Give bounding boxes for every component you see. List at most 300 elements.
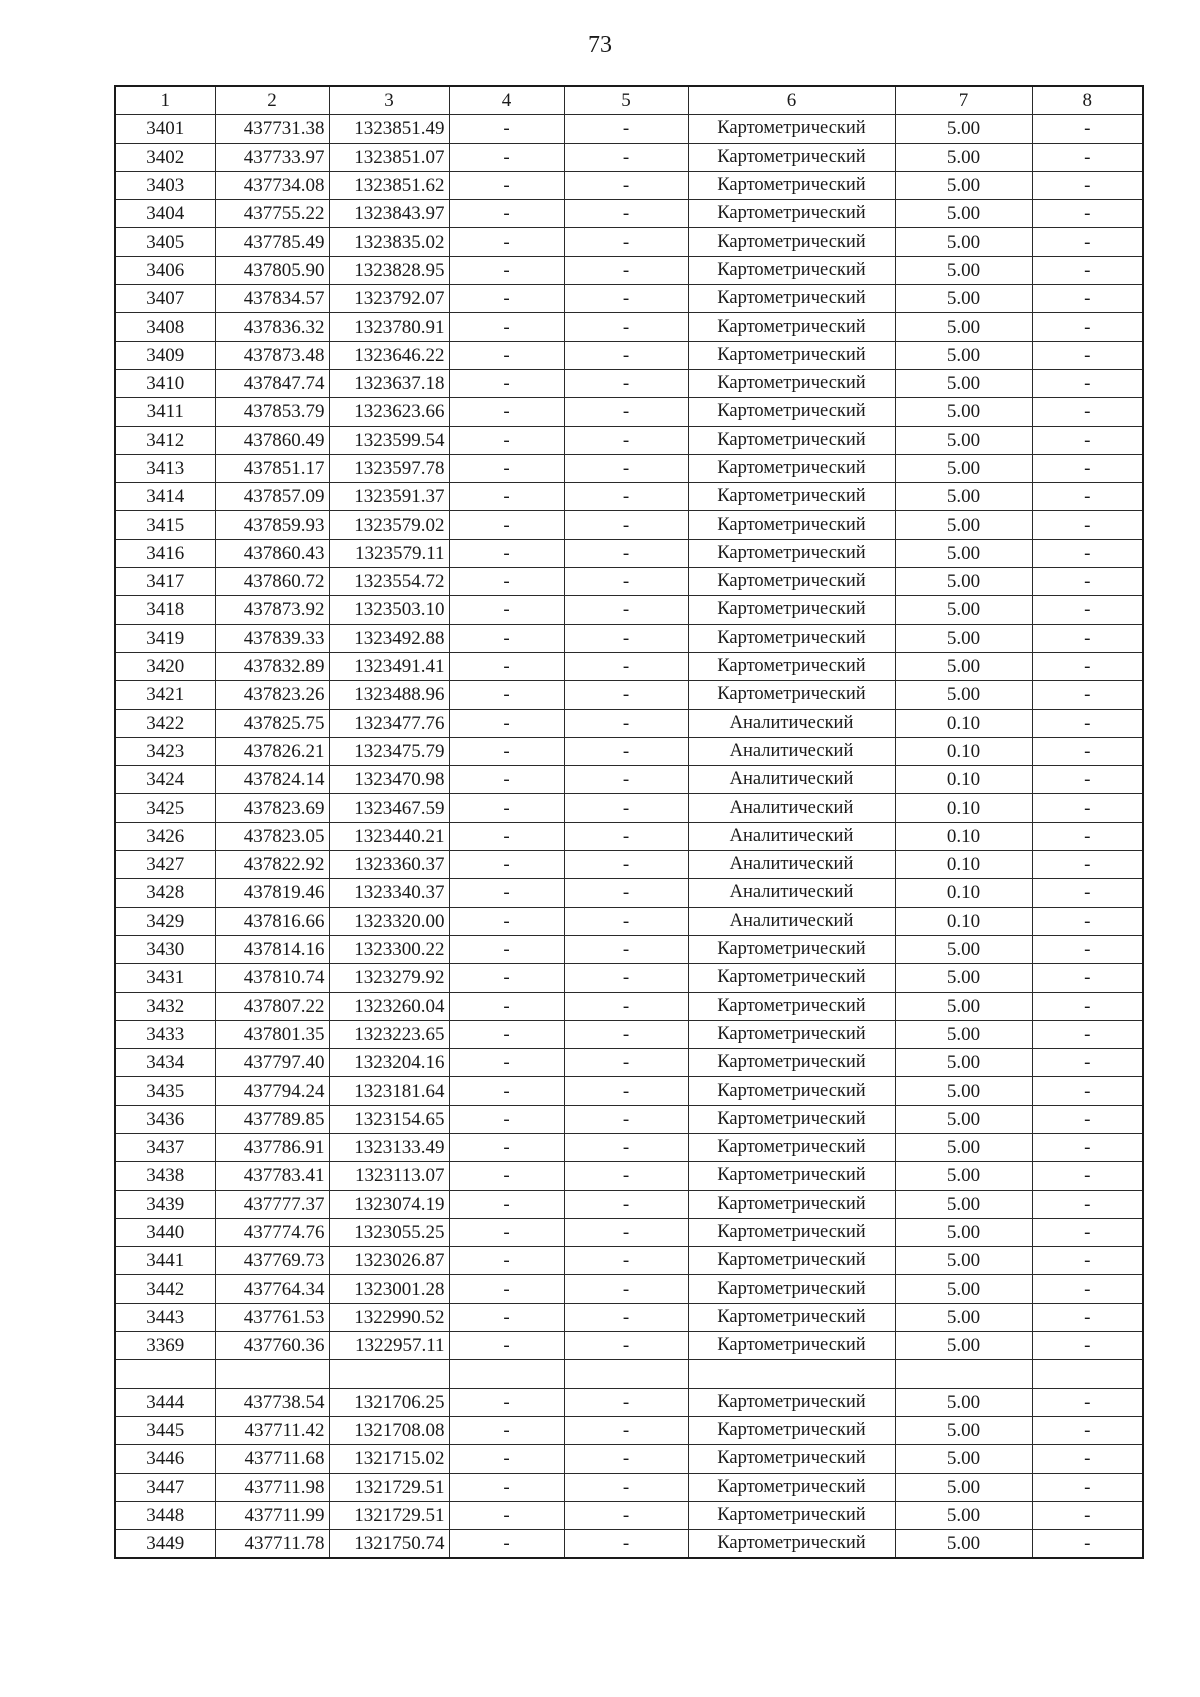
accuracy-cell: 5.00 xyxy=(895,200,1032,228)
column-8-cell: - xyxy=(1032,369,1143,397)
point-number-cell: 3444 xyxy=(115,1388,215,1416)
point-number-cell: 3431 xyxy=(115,964,215,992)
x-coordinate-cell: 437711.42 xyxy=(215,1416,329,1444)
column-header: 3 xyxy=(329,86,449,115)
accuracy-cell: 0.10 xyxy=(895,822,1032,850)
table-row xyxy=(115,935,1143,963)
accuracy-cell: 5.00 xyxy=(895,568,1032,596)
column-8-cell: - xyxy=(1032,398,1143,426)
x-coordinate-cell: 437826.21 xyxy=(215,737,329,765)
point-number-cell: 3447 xyxy=(115,1473,215,1501)
table-row xyxy=(115,624,1143,652)
column-4-cell: - xyxy=(449,1275,564,1303)
column-4-cell: - xyxy=(449,681,564,709)
point-number-cell: 3407 xyxy=(115,285,215,313)
column-8-cell: - xyxy=(1032,143,1143,171)
method-cell: Картометрический xyxy=(688,1416,895,1444)
column-5-cell: - xyxy=(564,1218,688,1246)
point-number-cell: 3406 xyxy=(115,256,215,284)
x-coordinate-cell: 437805.90 xyxy=(215,256,329,284)
method-cell: Картометрический xyxy=(688,398,895,426)
accuracy-cell: 0.10 xyxy=(895,851,1032,879)
method-cell: Аналитический xyxy=(688,737,895,765)
column-5-cell: - xyxy=(564,426,688,454)
table-row xyxy=(115,992,1143,1020)
column-5-cell: - xyxy=(564,1133,688,1161)
accuracy-cell: 5.00 xyxy=(895,426,1032,454)
column-8-cell: - xyxy=(1032,851,1143,879)
table-row xyxy=(115,879,1143,907)
y-coordinate-cell: 1322990.52 xyxy=(329,1303,449,1331)
column-5-cell: - xyxy=(564,1332,688,1360)
table-row xyxy=(115,143,1143,171)
column-5-cell: - xyxy=(564,964,688,992)
accuracy-cell xyxy=(895,1360,1032,1388)
method-cell: Аналитический xyxy=(688,879,895,907)
column-4-cell: - xyxy=(449,1388,564,1416)
accuracy-cell: 5.00 xyxy=(895,1303,1032,1331)
accuracy-cell: 5.00 xyxy=(895,454,1032,482)
y-coordinate-cell: 1322957.11 xyxy=(329,1332,449,1360)
x-coordinate-cell: 437847.74 xyxy=(215,369,329,397)
y-coordinate-cell: 1323340.37 xyxy=(329,879,449,907)
column-header: 8 xyxy=(1032,86,1143,115)
column-8-cell: - xyxy=(1032,1501,1143,1529)
table-row xyxy=(115,369,1143,397)
y-coordinate-cell: 1323477.76 xyxy=(329,709,449,737)
point-number-cell: 3446 xyxy=(115,1445,215,1473)
column-4-cell: - xyxy=(449,1020,564,1048)
table-row xyxy=(115,652,1143,680)
accuracy-cell: 5.00 xyxy=(895,1332,1032,1360)
point-number-cell: 3435 xyxy=(115,1077,215,1105)
accuracy-cell: 5.00 xyxy=(895,1275,1032,1303)
x-coordinate-cell: 437860.43 xyxy=(215,539,329,567)
column-5-cell xyxy=(564,1360,688,1388)
accuracy-cell: 0.10 xyxy=(895,709,1032,737)
table-header-row xyxy=(115,86,1143,115)
point-number-cell: 3404 xyxy=(115,200,215,228)
x-coordinate-cell: 437823.69 xyxy=(215,794,329,822)
method-cell: Картометрический xyxy=(688,539,895,567)
column-8-cell: - xyxy=(1032,794,1143,822)
column-5-cell: - xyxy=(564,1275,688,1303)
table-row xyxy=(115,907,1143,935)
method-cell: Аналитический xyxy=(688,709,895,737)
y-coordinate-cell: 1323851.49 xyxy=(329,115,449,143)
column-4-cell: - xyxy=(449,454,564,482)
y-coordinate-cell: 1323646.22 xyxy=(329,341,449,369)
accuracy-cell: 0.10 xyxy=(895,737,1032,765)
column-5-cell: - xyxy=(564,1247,688,1275)
accuracy-cell: 5.00 xyxy=(895,228,1032,256)
column-4-cell: - xyxy=(449,1416,564,1444)
x-coordinate-cell: 437873.92 xyxy=(215,596,329,624)
method-cell: Картометрический xyxy=(688,1190,895,1218)
column-8-cell: - xyxy=(1032,115,1143,143)
table-row xyxy=(115,681,1143,709)
point-number-cell: 3416 xyxy=(115,539,215,567)
column-8-cell: - xyxy=(1032,1105,1143,1133)
column-5-cell: - xyxy=(564,1190,688,1218)
x-coordinate-cell: 437832.89 xyxy=(215,652,329,680)
method-cell: Картометрический xyxy=(688,313,895,341)
accuracy-cell: 5.00 xyxy=(895,652,1032,680)
point-number-cell: 3433 xyxy=(115,1020,215,1048)
point-number-cell: 3414 xyxy=(115,483,215,511)
point-number-cell: 3424 xyxy=(115,766,215,794)
method-cell xyxy=(688,1360,895,1388)
x-coordinate-cell: 437711.99 xyxy=(215,1501,329,1529)
x-coordinate-cell: 437761.53 xyxy=(215,1303,329,1331)
table-row xyxy=(115,1473,1143,1501)
point-number-cell: 3428 xyxy=(115,879,215,907)
column-5-cell: - xyxy=(564,228,688,256)
accuracy-cell: 5.00 xyxy=(895,1501,1032,1529)
x-coordinate-cell: 437731.38 xyxy=(215,115,329,143)
x-coordinate-cell: 437851.17 xyxy=(215,454,329,482)
point-number-cell: 3436 xyxy=(115,1105,215,1133)
y-coordinate-cell: 1323637.18 xyxy=(329,369,449,397)
column-8-cell: - xyxy=(1032,1133,1143,1161)
x-coordinate-cell: 437797.40 xyxy=(215,1049,329,1077)
x-coordinate-cell: 437823.05 xyxy=(215,822,329,850)
table-row xyxy=(115,1303,1143,1331)
y-coordinate-cell: 1323843.97 xyxy=(329,200,449,228)
method-cell: Картометрический xyxy=(688,1077,895,1105)
table-row xyxy=(115,1445,1143,1473)
point-number-cell: 3432 xyxy=(115,992,215,1020)
column-5-cell: - xyxy=(564,454,688,482)
column-5-cell: - xyxy=(564,1049,688,1077)
column-5-cell: - xyxy=(564,369,688,397)
accuracy-cell: 5.00 xyxy=(895,964,1032,992)
column-5-cell: - xyxy=(564,624,688,652)
method-cell: Картометрический xyxy=(688,285,895,313)
accuracy-cell: 5.00 xyxy=(895,1077,1032,1105)
column-5-cell: - xyxy=(564,935,688,963)
column-5-cell: - xyxy=(564,822,688,850)
method-cell: Картометрический xyxy=(688,1275,895,1303)
point-number-cell: 3445 xyxy=(115,1416,215,1444)
accuracy-cell: 5.00 xyxy=(895,1388,1032,1416)
y-coordinate-cell: 1323597.78 xyxy=(329,454,449,482)
point-number-cell: 3422 xyxy=(115,709,215,737)
column-8-cell: - xyxy=(1032,1445,1143,1473)
x-coordinate-cell: 437823.26 xyxy=(215,681,329,709)
x-coordinate-cell: 437711.98 xyxy=(215,1473,329,1501)
x-coordinate-cell: 437853.79 xyxy=(215,398,329,426)
column-4-cell: - xyxy=(449,794,564,822)
column-4-cell: - xyxy=(449,539,564,567)
column-8-cell: - xyxy=(1032,992,1143,1020)
column-4-cell: - xyxy=(449,398,564,426)
column-4-cell: - xyxy=(449,1445,564,1473)
point-number-cell: 3420 xyxy=(115,652,215,680)
column-5-cell: - xyxy=(564,766,688,794)
y-coordinate-cell: 1323360.37 xyxy=(329,851,449,879)
column-4-cell: - xyxy=(449,171,564,199)
accuracy-cell: 5.00 xyxy=(895,1133,1032,1161)
method-cell: Аналитический xyxy=(688,822,895,850)
y-coordinate-cell: 1323300.22 xyxy=(329,935,449,963)
y-coordinate-cell: 1323851.07 xyxy=(329,143,449,171)
column-5-cell: - xyxy=(564,681,688,709)
column-5-cell: - xyxy=(564,398,688,426)
table-row xyxy=(115,341,1143,369)
accuracy-cell: 5.00 xyxy=(895,1530,1032,1559)
y-coordinate-cell: 1321706.25 xyxy=(329,1388,449,1416)
x-coordinate-cell: 437873.48 xyxy=(215,341,329,369)
accuracy-cell: 5.00 xyxy=(895,624,1032,652)
column-8-cell: - xyxy=(1032,1049,1143,1077)
table-row xyxy=(115,1530,1143,1559)
y-coordinate-cell: 1323623.66 xyxy=(329,398,449,426)
column-8-cell: - xyxy=(1032,1077,1143,1105)
column-5-cell: - xyxy=(564,313,688,341)
method-cell: Картометрический xyxy=(688,652,895,680)
column-8-cell: - xyxy=(1032,652,1143,680)
table-row xyxy=(115,709,1143,737)
method-cell: Картометрический xyxy=(688,171,895,199)
y-coordinate-cell: 1323792.07 xyxy=(329,285,449,313)
column-header: 2 xyxy=(215,86,329,115)
coordinates-table xyxy=(114,85,1144,1559)
accuracy-cell: 0.10 xyxy=(895,907,1032,935)
table-row xyxy=(115,766,1143,794)
point-number-cell: 3426 xyxy=(115,822,215,850)
column-5-cell: - xyxy=(564,1303,688,1331)
column-8-cell: - xyxy=(1032,1218,1143,1246)
column-5-cell: - xyxy=(564,907,688,935)
table-row xyxy=(115,1332,1143,1360)
point-number-cell: 3412 xyxy=(115,426,215,454)
y-coordinate-cell: 1323851.62 xyxy=(329,171,449,199)
point-number-cell: 3410 xyxy=(115,369,215,397)
column-4-cell: - xyxy=(449,624,564,652)
column-8-cell: - xyxy=(1032,681,1143,709)
y-coordinate-cell: 1323223.65 xyxy=(329,1020,449,1048)
table-row xyxy=(115,313,1143,341)
method-cell: Картометрический xyxy=(688,454,895,482)
y-coordinate-cell: 1321729.51 xyxy=(329,1473,449,1501)
column-5-cell: - xyxy=(564,171,688,199)
table-row xyxy=(115,794,1143,822)
table-row xyxy=(115,596,1143,624)
x-coordinate-cell: 437794.24 xyxy=(215,1077,329,1105)
column-8-cell: - xyxy=(1032,511,1143,539)
column-4-cell: - xyxy=(449,228,564,256)
point-number-cell: 3421 xyxy=(115,681,215,709)
x-coordinate-cell: 437769.73 xyxy=(215,1247,329,1275)
column-8-cell: - xyxy=(1032,766,1143,794)
point-number-cell: 3417 xyxy=(115,568,215,596)
column-5-cell: - xyxy=(564,992,688,1020)
x-coordinate-cell: 437764.34 xyxy=(215,1275,329,1303)
method-cell: Аналитический xyxy=(688,794,895,822)
y-coordinate-cell: 1321729.51 xyxy=(329,1501,449,1529)
y-coordinate-cell: 1323475.79 xyxy=(329,737,449,765)
page-number: 73 xyxy=(588,32,612,58)
point-number-cell: 3402 xyxy=(115,143,215,171)
point-number-cell: 3411 xyxy=(115,398,215,426)
y-coordinate-cell: 1323780.91 xyxy=(329,313,449,341)
column-5-cell: - xyxy=(564,1530,688,1559)
accuracy-cell: 5.00 xyxy=(895,369,1032,397)
method-cell: Аналитический xyxy=(688,766,895,794)
y-coordinate-cell: 1323491.41 xyxy=(329,652,449,680)
column-5-cell: - xyxy=(564,285,688,313)
method-cell: Аналитический xyxy=(688,851,895,879)
column-5-cell: - xyxy=(564,511,688,539)
accuracy-cell: 5.00 xyxy=(895,313,1032,341)
column-4-cell: - xyxy=(449,256,564,284)
accuracy-cell: 5.00 xyxy=(895,992,1032,1020)
x-coordinate-cell: 437839.33 xyxy=(215,624,329,652)
method-cell: Картометрический xyxy=(688,483,895,511)
point-number-cell: 3443 xyxy=(115,1303,215,1331)
column-8-cell: - xyxy=(1032,964,1143,992)
x-coordinate-cell: 437738.54 xyxy=(215,1388,329,1416)
column-8-cell: - xyxy=(1032,737,1143,765)
column-5-cell: - xyxy=(564,652,688,680)
accuracy-cell: 5.00 xyxy=(895,1473,1032,1501)
column-5-cell: - xyxy=(564,539,688,567)
column-8-cell: - xyxy=(1032,1530,1143,1559)
y-coordinate-cell: 1323835.02 xyxy=(329,228,449,256)
point-number-cell: 3369 xyxy=(115,1332,215,1360)
column-8-cell: - xyxy=(1032,1303,1143,1331)
table-row xyxy=(115,568,1143,596)
x-coordinate-cell: 437860.49 xyxy=(215,426,329,454)
y-coordinate-cell: 1323492.88 xyxy=(329,624,449,652)
accuracy-cell: 5.00 xyxy=(895,1049,1032,1077)
accuracy-cell: 5.00 xyxy=(895,115,1032,143)
point-number-cell: 3425 xyxy=(115,794,215,822)
point-number-cell: 3423 xyxy=(115,737,215,765)
method-cell: Картометрический xyxy=(688,1303,895,1331)
column-4-cell: - xyxy=(449,1530,564,1559)
column-8-cell: - xyxy=(1032,483,1143,511)
column-5-cell: - xyxy=(564,1162,688,1190)
y-coordinate-cell: 1323074.19 xyxy=(329,1190,449,1218)
column-8-cell: - xyxy=(1032,1388,1143,1416)
column-5-cell: - xyxy=(564,1445,688,1473)
table-row xyxy=(115,256,1143,284)
column-4-cell: - xyxy=(449,1162,564,1190)
column-header: 4 xyxy=(449,86,564,115)
column-4-cell: - xyxy=(449,652,564,680)
column-5-cell: - xyxy=(564,1077,688,1105)
y-coordinate-cell xyxy=(329,1360,449,1388)
x-coordinate-cell: 437810.74 xyxy=(215,964,329,992)
y-coordinate-cell: 1323260.04 xyxy=(329,992,449,1020)
column-8-cell: - xyxy=(1032,1162,1143,1190)
column-4-cell: - xyxy=(449,313,564,341)
method-cell: Картометрический xyxy=(688,1445,895,1473)
column-8-cell: - xyxy=(1032,568,1143,596)
column-4-cell: - xyxy=(449,1218,564,1246)
column-4-cell: - xyxy=(449,766,564,794)
y-coordinate-cell: 1321750.74 xyxy=(329,1530,449,1559)
method-cell: Картометрический xyxy=(688,426,895,454)
column-4-cell: - xyxy=(449,1303,564,1331)
point-number-cell: 3440 xyxy=(115,1218,215,1246)
x-coordinate-cell: 437807.22 xyxy=(215,992,329,1020)
column-4-cell: - xyxy=(449,568,564,596)
column-4-cell: - xyxy=(449,879,564,907)
method-cell: Аналитический xyxy=(688,907,895,935)
column-4-cell: - xyxy=(449,1247,564,1275)
accuracy-cell: 5.00 xyxy=(895,935,1032,963)
table-row xyxy=(115,1360,1143,1388)
column-4-cell: - xyxy=(449,200,564,228)
column-4-cell: - xyxy=(449,992,564,1020)
column-header: 6 xyxy=(688,86,895,115)
point-number-cell: 3438 xyxy=(115,1162,215,1190)
column-4-cell: - xyxy=(449,1501,564,1529)
table-row xyxy=(115,1020,1143,1048)
accuracy-cell: 5.00 xyxy=(895,1190,1032,1218)
accuracy-cell: 5.00 xyxy=(895,285,1032,313)
column-5-cell: - xyxy=(564,200,688,228)
y-coordinate-cell: 1323181.64 xyxy=(329,1077,449,1105)
accuracy-cell: 5.00 xyxy=(895,596,1032,624)
accuracy-cell: 5.00 xyxy=(895,171,1032,199)
column-8-cell xyxy=(1032,1360,1143,1388)
y-coordinate-cell: 1323599.54 xyxy=(329,426,449,454)
column-8-cell: - xyxy=(1032,285,1143,313)
accuracy-cell: 5.00 xyxy=(895,681,1032,709)
point-number-cell: 3429 xyxy=(115,907,215,935)
x-coordinate-cell: 437819.46 xyxy=(215,879,329,907)
table-row xyxy=(115,483,1143,511)
point-number-cell: 3427 xyxy=(115,851,215,879)
x-coordinate-cell: 437859.93 xyxy=(215,511,329,539)
table-row xyxy=(115,539,1143,567)
table-row xyxy=(115,1105,1143,1133)
method-cell: Картометрический xyxy=(688,624,895,652)
method-cell: Картометрический xyxy=(688,115,895,143)
point-number-cell: 3413 xyxy=(115,454,215,482)
point-number-cell: 3409 xyxy=(115,341,215,369)
y-coordinate-cell: 1323113.07 xyxy=(329,1162,449,1190)
column-5-cell: - xyxy=(564,879,688,907)
table-row xyxy=(115,1077,1143,1105)
method-cell: Картометрический xyxy=(688,596,895,624)
column-header: 7 xyxy=(895,86,1032,115)
column-8-cell: - xyxy=(1032,426,1143,454)
column-8-cell: - xyxy=(1032,539,1143,567)
method-cell: Картометрический xyxy=(688,1105,895,1133)
point-number-cell: 3437 xyxy=(115,1133,215,1161)
table-row xyxy=(115,171,1143,199)
table-row xyxy=(115,200,1143,228)
table-row xyxy=(115,454,1143,482)
accuracy-cell: 5.00 xyxy=(895,341,1032,369)
x-coordinate-cell: 437801.35 xyxy=(215,1020,329,1048)
column-5-cell: - xyxy=(564,1388,688,1416)
x-coordinate-cell: 437733.97 xyxy=(215,143,329,171)
column-5-cell: - xyxy=(564,1473,688,1501)
point-number-cell: 3418 xyxy=(115,596,215,624)
column-4-cell: - xyxy=(449,1105,564,1133)
method-cell: Картометрический xyxy=(688,256,895,284)
method-cell: Картометрический xyxy=(688,1388,895,1416)
point-number-cell: 3419 xyxy=(115,624,215,652)
column-4-cell: - xyxy=(449,1473,564,1501)
method-cell: Картометрический xyxy=(688,228,895,256)
